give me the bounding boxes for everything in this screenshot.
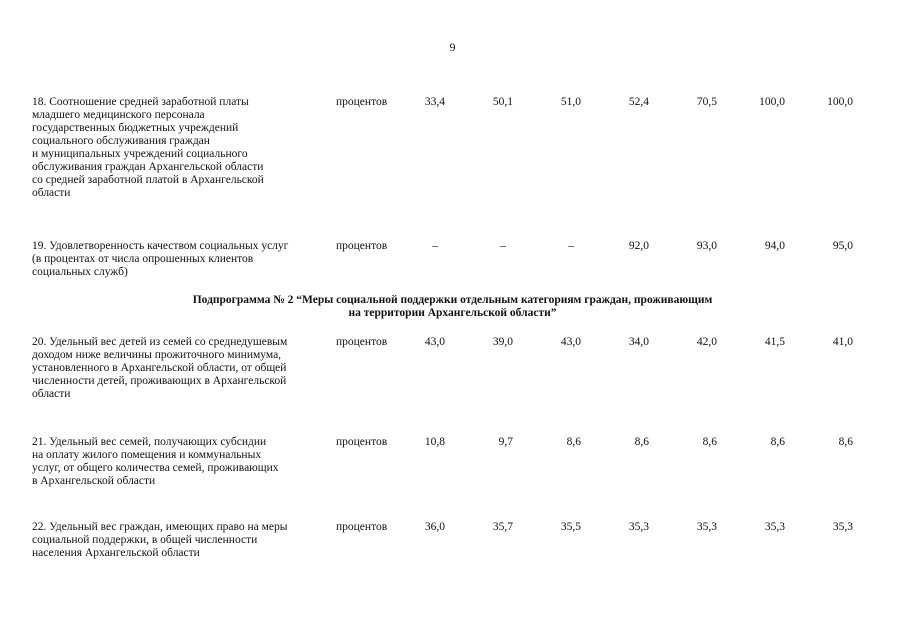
indicator-unit: процентов [336, 240, 388, 252]
indicator-value: 8,6 [702, 436, 717, 448]
indicator-value: 41,5 [764, 336, 785, 348]
indicator-description: 22. Удельный вес граждан, имеющих право на меры социальной поддержки, в общей численности населения Архангельской области [32, 521, 288, 559]
indicator-value: 8,6 [566, 436, 581, 448]
indicator-value: 52,4 [628, 96, 649, 108]
indicator-value: 33,4 [424, 96, 445, 108]
indicator-value: 100,0 [827, 96, 853, 108]
indicator-value: 35,3 [696, 521, 717, 533]
indicator-description: 20. Удельный вес детей из семей со среднедушевым доходом ниже величины прожиточного минимума, установленного в Архангельской области, от общей численности детей, проживающих в Архангельской области [32, 336, 288, 400]
indicator-value: 35,3 [832, 521, 853, 533]
indicator-value: – [500, 240, 506, 252]
indicator-value: – [432, 240, 438, 252]
indicator-unit: процентов [336, 436, 388, 448]
indicator-value: 92,0 [628, 240, 649, 252]
indicator-unit: процентов [336, 521, 388, 533]
indicator-value: 35,7 [492, 521, 513, 533]
indicator-value: 8,6 [838, 436, 853, 448]
indicator-value: 9,7 [498, 436, 513, 448]
indicator-value: 94,0 [764, 240, 785, 252]
indicator-value: 36,0 [424, 521, 445, 533]
indicator-value: 10,8 [424, 436, 445, 448]
indicator-value: 43,0 [424, 336, 445, 348]
indicator-value: 100,0 [759, 96, 785, 108]
indicator-value: 8,6 [634, 436, 649, 448]
subprogram-heading: Подпрограмма № 2 “Меры социальной поддержки отдельным категориям граждан, проживающим на территории Архангельской области” [192, 294, 713, 319]
indicator-value: 34,0 [628, 336, 649, 348]
indicator-value: 51,0 [560, 96, 581, 108]
indicator-value: 35,3 [764, 521, 785, 533]
indicator-value: 39,0 [492, 336, 513, 348]
indicator-unit: процентов [336, 96, 388, 108]
indicator-value: 95,0 [832, 240, 853, 252]
indicator-value: 41,0 [832, 336, 853, 348]
indicator-value: 35,3 [628, 521, 649, 533]
indicator-value: 50,1 [492, 96, 513, 108]
indicator-description: 18. Соотношение средней заработной платы младшего медицинского персонала государственных бюджетных учреждений социального обслуживания граждан и муниципальных учреждений социального обслуживания граждан Архангельской области со средней заработной платой в Архангельской области [32, 96, 264, 199]
page-number: 9 [449, 40, 456, 54]
indicator-value: 42,0 [696, 336, 717, 348]
indicator-description: 21. Удельный вес семей, получающих субсидии на оплату жилого помещения и коммунальных услуг, от общего количества семей, проживающих в Архангельской области [32, 436, 279, 487]
indicator-value: 70,5 [696, 96, 717, 108]
indicator-value: – [568, 240, 574, 252]
indicator-value: 93,0 [696, 240, 717, 252]
indicator-value: 35,5 [560, 521, 581, 533]
indicator-value: 43,0 [560, 336, 581, 348]
indicator-unit: процентов [336, 336, 388, 348]
indicator-value: 8,6 [770, 436, 785, 448]
indicator-description: 19. Удовлетворенность качеством социальных услуг (в процентах от числа опрошенных клиентов социальных служб) [32, 240, 289, 278]
